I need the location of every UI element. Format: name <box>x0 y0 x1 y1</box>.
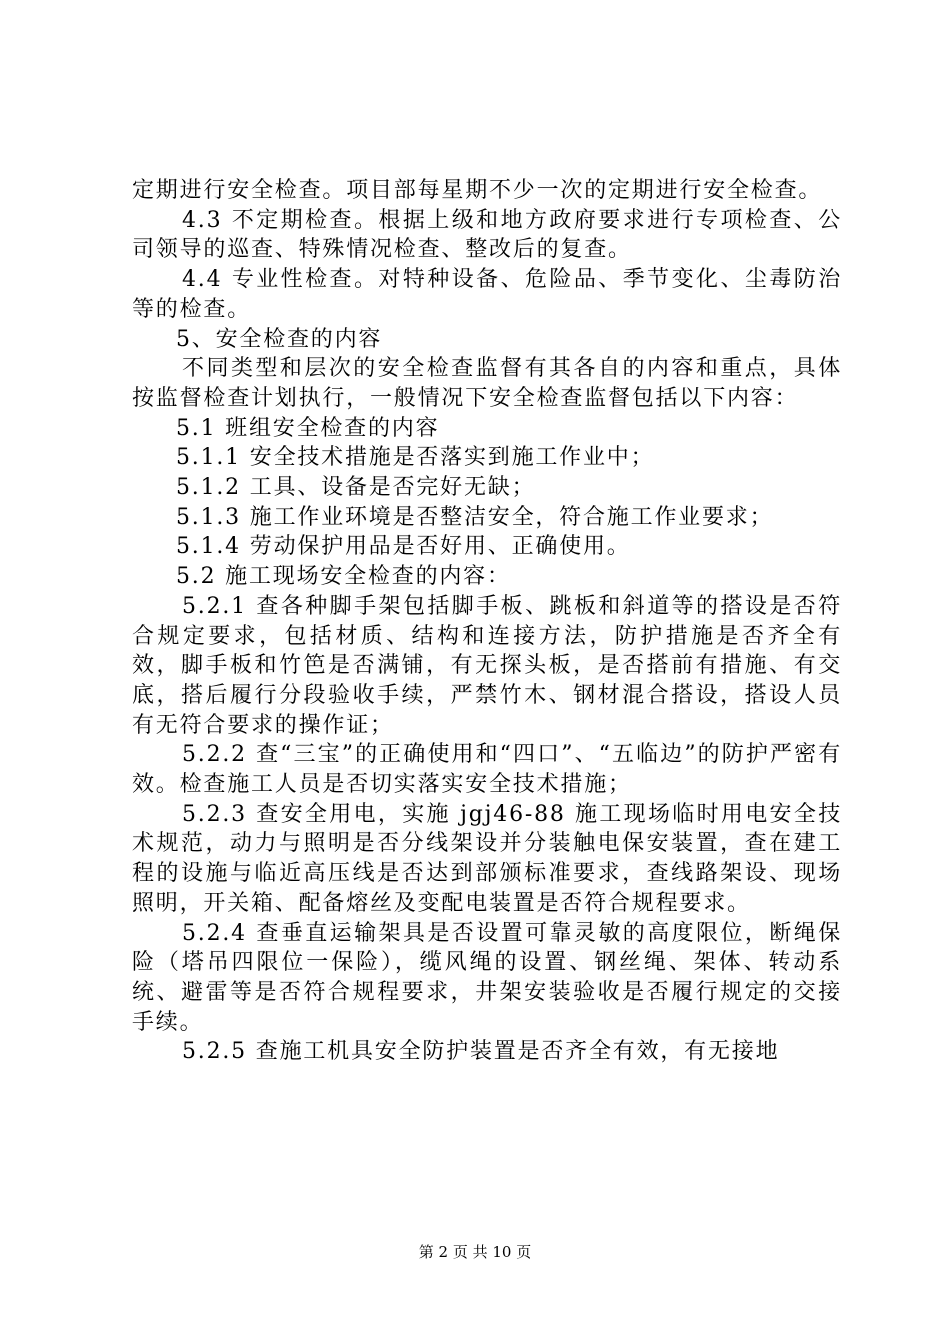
paragraph-5: 不同类型和层次的安全检查监督有其各自的内容和重点，具体按监督检查计划执行，一般情况下安全检查监督包括以下内容： <box>132 356 842 411</box>
paragraph-13: 5.2.2 查“三宝”的正确使用和“四口”、“五临边”的防护严密有效。检查施工人员是否切实落实安全技术措施； <box>132 742 842 798</box>
paragraph-8: 5.1.2 工具、设备是否完好无缺； <box>176 475 536 501</box>
document-body <box>132 176 842 1067</box>
paragraph-2: 4.3 不定期检查。根据上级和地方政府要求进行专项检查、公司领导的巡查、特殊情况检查、整改后的复查。 <box>132 207 842 263</box>
paragraph-1: 定期进行安全检查。项目部每星期不少一次的定期进行安全检查。 <box>132 178 823 203</box>
paragraph-10: 5.1.4 劳动保护用品是否好用、正确使用。 <box>176 534 631 560</box>
paragraph-15: 5.2.4 查垂直运输架具是否设置可靠灵敏的高度限位，断绳保险（塔吊四限位一保险），缆风绳的设置、钢丝绳、架体、转动系统、避雷等是否符合规程要求，井架安装验收是否履行规定的交接手续。 <box>132 920 842 1035</box>
paragraph-7: 5.1.1 安全技术措施是否落实到施工作业中； <box>176 445 655 471</box>
paragraph-3: 4.4 专业性检查。对特种设备、危险品、季节变化、尘毒防治等的检查。 <box>132 267 842 322</box>
paragraph-16: 5.2.5 查施工机具安全防护装置是否齐全有效，有无接地 <box>182 1039 780 1065</box>
section-heading: 5、安全检查的内容 <box>176 326 383 352</box>
paragraph-11: 5.2 施工现场安全检查的内容： <box>176 564 511 590</box>
paragraph-12: 5.2.1 查各种脚手架包括脚手板、跳板和斜道等的搭设是否符合规定要求，包括材质、结构和连接方法，防护措施是否齐全有效，脚手板和竹笆是否满铺，有无探头板，是否搭前有措施、有交底，搭后履行分段验收手续，严禁竹木、钢材混合搭设，搭设人员有无符合要求的操作证； <box>132 593 842 738</box>
paragraph-6: 5.1 班组安全检查的内容 <box>176 415 440 441</box>
page-footer: 第 2 页 共 10 页 <box>418 1243 532 1261</box>
paragraph-14: 5.2.3 查安全用电，实施 jgj46-88 施工现场临时用电安全技术规范，动力与照明是否分线架设并分装触电保安装置，查在建工程的设施与临近高压线是否达到部颁标准要求，查线路架设、现场照明，开关箱、配备熔丝及变配电装置是否符合规程要求。 <box>132 801 842 916</box>
paragraph-9: 5.1.3 施工作业环境是否整洁安全，符合施工作业要求； <box>176 504 774 530</box>
